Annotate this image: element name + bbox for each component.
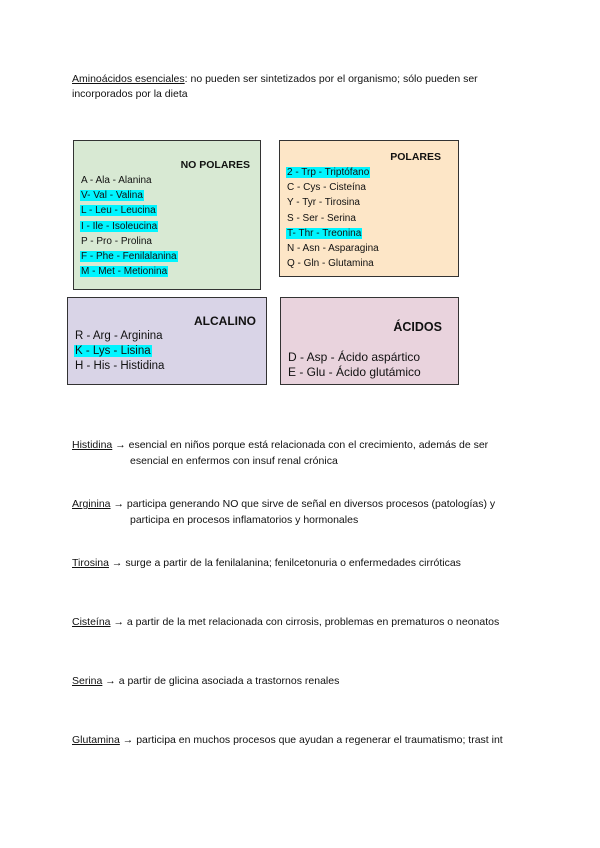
amino-acid-label: S - Ser - Serina <box>287 212 356 224</box>
note-serina <box>72 673 542 689</box>
amino-acid-label: I - Ile - Isoleucina <box>81 220 158 232</box>
note-term: Histidina <box>72 439 113 451</box>
amino-acid-item <box>74 329 165 344</box>
amino-acid-item <box>287 350 422 365</box>
amino-acid-label: K - Lys - Lisina <box>75 345 151 357</box>
amino-acid-item <box>286 195 380 210</box>
amino-acid-item <box>286 165 380 180</box>
amino-acid-label: T- Thr - Treonina <box>287 227 362 239</box>
amino-acid-label: H - His - Histidina <box>75 360 165 372</box>
amino-acid-item <box>287 365 422 380</box>
note-term: Glutamina <box>72 734 120 746</box>
note-arrow: → <box>112 439 129 451</box>
amino-acid-label: L - Leu - Leucina <box>81 205 156 217</box>
note-arginina <box>72 496 542 528</box>
acidos-list <box>287 350 422 380</box>
acidos-title: ÁCIDOS <box>393 320 442 334</box>
no-polares-list <box>80 173 178 279</box>
note-text: a partir de la met relacionada con cirrosis, problemas en prematuros o neonatos <box>126 616 500 628</box>
amino-acid-label: M - Met - Metionina <box>81 266 168 278</box>
note-text-continued: participa en procesos inflamatorios y hormonales <box>130 514 359 526</box>
amino-acid-item <box>74 344 165 359</box>
amino-acid-label: D - Asp - Ácido aspártico <box>288 350 421 364</box>
no-polares-title: NO POLARES <box>180 159 250 171</box>
note-arrow: → <box>110 498 127 510</box>
amino-acid-item <box>80 249 178 264</box>
note-text: a partir de glicina asociada a trastornos renales <box>118 675 340 687</box>
amino-acid-label: E - Glu - Ácido glutámico <box>288 365 421 379</box>
note-term: Arginina <box>72 498 111 510</box>
amino-acid-label: Q - Gln - Glutamina <box>287 258 374 270</box>
amino-acid-item <box>74 359 165 374</box>
intro-paragraph <box>72 72 532 102</box>
intro-term: Aminoácidos esenciales <box>72 73 185 85</box>
note-arrow: → <box>110 616 127 628</box>
note-cisteina <box>72 614 542 630</box>
polares-box <box>279 140 459 277</box>
note-text: participa generando NO que sirve de señal en diversos procesos (patologías) y <box>126 498 496 510</box>
note-histidina <box>72 437 542 469</box>
note-arrow: → <box>102 675 119 687</box>
amino-acid-label: R - Arg - Arginina <box>75 330 163 342</box>
amino-acid-item <box>80 234 178 249</box>
amino-acid-label: P - Pro - Prolina <box>81 235 152 247</box>
acidos-box <box>280 297 459 385</box>
amino-acid-item <box>80 219 178 234</box>
no-polares-box <box>73 140 261 290</box>
note-arrow: → <box>119 734 137 746</box>
note-glutamina <box>72 732 542 748</box>
note-text: surge a partir de la fenilalanina; fenilcetonuria o enfermedades cirróticas <box>125 557 461 569</box>
note-term: Serina <box>72 675 103 687</box>
polares-title: POLARES <box>390 151 441 163</box>
intro-text: : no pueden ser sintetizados por el organismo; sólo pueden ser incorporados por la dieta <box>72 73 478 100</box>
amino-acid-item <box>286 241 380 256</box>
polares-list <box>286 165 380 271</box>
alcalino-list <box>74 329 165 374</box>
amino-acid-item <box>286 211 380 226</box>
alcalino-title: ALCALINO <box>194 314 256 328</box>
amino-acid-label: A - Ala - Alanina <box>81 175 152 186</box>
note-arrow: → <box>108 557 126 569</box>
amino-acid-item <box>80 188 178 203</box>
note-text-continued: esencial en enfermos con insuf renal crónica <box>130 455 338 467</box>
amino-acid-item <box>286 226 380 241</box>
amino-acid-item <box>286 180 380 195</box>
note-tirosina <box>72 555 542 571</box>
note-text: esencial en niños porque está relacionada con el crecimiento, además de ser <box>128 439 489 451</box>
amino-acid-item <box>80 264 178 279</box>
note-text: participa en muchos procesos que ayudan a regenerar el traumatismo; trast int <box>136 734 503 746</box>
amino-acid-label: N - Asn - Asparagina <box>287 243 379 255</box>
amino-acid-label: V- Val - Valina <box>81 190 143 202</box>
amino-acid-label: C - Cys - Cisteína <box>287 182 366 194</box>
amino-acid-label: Y - Tyr - Tirosina <box>287 197 360 209</box>
note-term: Tirosina <box>72 557 109 569</box>
amino-acid-item <box>80 173 178 188</box>
alcalino-box <box>67 297 267 385</box>
amino-acid-label: F - Phe - Fenilalanina <box>81 251 177 263</box>
amino-acid-item <box>80 203 178 218</box>
amino-acid-item <box>286 256 380 271</box>
note-term: Cisteína <box>72 616 111 628</box>
amino-acid-label: 2 - Trp - Triptófano <box>287 167 370 178</box>
